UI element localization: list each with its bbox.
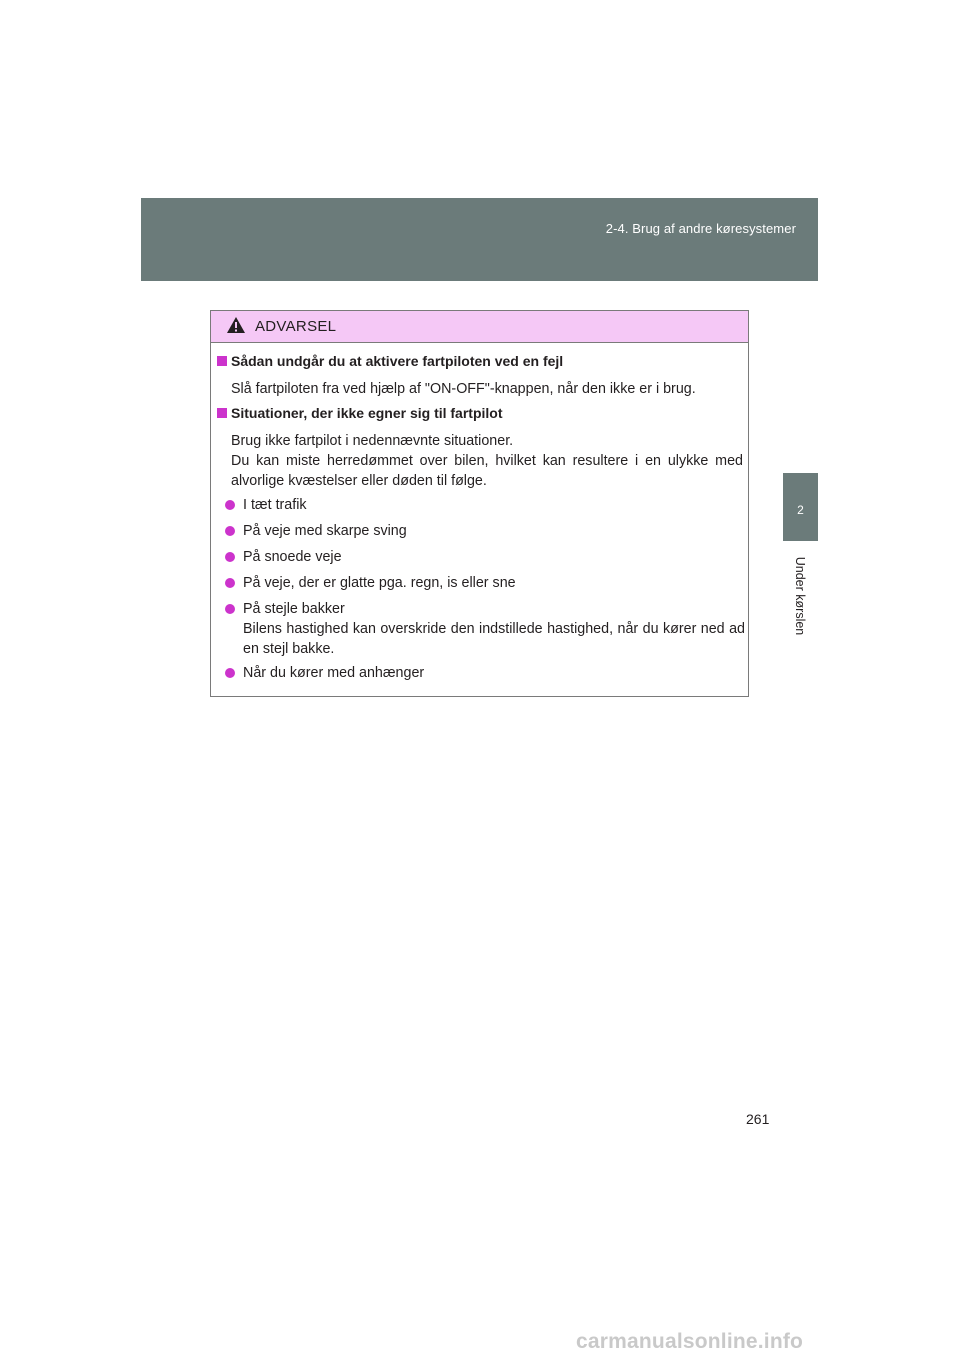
- watermark: carmanualsonline.info: [576, 1330, 804, 1353]
- round-bullet-icon: [225, 526, 235, 536]
- section-heading: Sådan undgår du at aktivere fartpiloten ved en fejl: [217, 353, 563, 369]
- round-bullet-icon: [225, 500, 235, 510]
- page-number: 261: [746, 1111, 770, 1127]
- square-bullet-icon: [217, 356, 227, 366]
- warning-triangle-icon: [226, 316, 246, 334]
- list-item-subtext: Bilens hastighed kan overskride den indstillede hastighed, når du kører ned ad en stejl bakke.: [243, 621, 745, 657]
- section-heading: Situationer, der ikke egner sig til fartpilot: [217, 405, 503, 421]
- chapter-number: 2: [797, 503, 804, 517]
- warning-title: ADVARSEL: [255, 318, 337, 335]
- list-item: Når du kører med anhænger: [225, 663, 745, 683]
- chapter-label: Under kørslen: [793, 556, 807, 636]
- section-text: Du kan miste herredømmet over bilen, hvilket kan resultere i en ulykke med alvorlige kvæstelser eller døden til følge.: [231, 453, 743, 489]
- section-title: 2-4. Brug af andre køresystemer: [605, 221, 796, 236]
- list-item: I tæt trafik: [225, 495, 745, 515]
- section-header-band: [141, 198, 818, 281]
- section-text: Brug ikke fartpilot i nedennævnte situationer.: [231, 433, 514, 449]
- warning-header: [211, 311, 748, 343]
- list-item: På snoede veje: [225, 547, 745, 567]
- round-bullet-icon: [225, 604, 235, 614]
- round-bullet-icon: [225, 552, 235, 562]
- square-bullet-icon: [217, 408, 227, 418]
- chapter-tab: [783, 473, 818, 541]
- list-item: På veje med skarpe sving: [225, 521, 745, 541]
- round-bullet-icon: [225, 578, 235, 588]
- section-text: Slå fartpiloten fra ved hjælp af "ON-OFF"-knappen, når den ikke er i brug.: [231, 381, 696, 397]
- warning-box: [210, 310, 749, 697]
- list-item: På veje, der er glatte pga. regn, is eller sne: [225, 573, 745, 593]
- list-item: På stejle bakker Bilens hastighed kan overskride den indstillede hastighed, når du kører ned ad en stejl bakke.: [225, 599, 745, 659]
- round-bullet-icon: [225, 668, 235, 678]
